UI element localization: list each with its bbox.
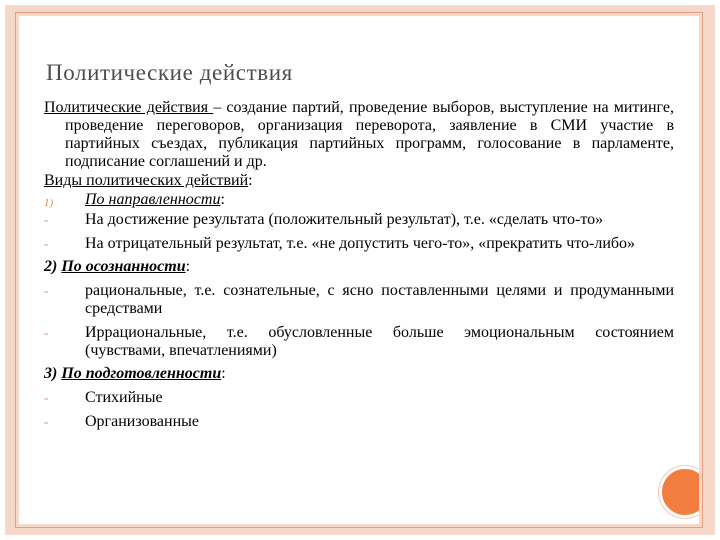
- group-3-colon: :: [221, 365, 226, 382]
- list-item: [44, 282, 674, 318]
- slide-content: [44, 99, 674, 431]
- group-3-item-1: Стихийные: [85, 389, 163, 406]
- group-3-heading: [44, 365, 674, 383]
- list-item: [44, 389, 674, 407]
- dash-bullet: -: [44, 236, 49, 251]
- dash-bullet: -: [44, 325, 49, 340]
- types-colon: :: [248, 172, 253, 189]
- group-3-item-2: Организованные: [85, 413, 199, 430]
- dash-bullet: -: [44, 212, 49, 227]
- group-2-heading: [44, 258, 674, 276]
- dash-bullet: -: [44, 283, 49, 298]
- types-label: Виды политических действий: [44, 172, 249, 189]
- list-item: [44, 324, 674, 360]
- group-3-title: По подготовленности: [61, 365, 222, 382]
- group-3-marker: 3): [44, 365, 58, 382]
- list-item: [44, 413, 674, 431]
- decorative-circle: [659, 466, 699, 518]
- definition-text: – создание партий, проведение выборов, выступление на митинге, проведение переговоров, организация переворота, заявление в СМИ участие в партийных съездах, публикация партийных программ, голосование в парламенте, подписание соглашений и др.: [65, 99, 674, 170]
- group-1-heading: [44, 191, 674, 209]
- group-2-item-2: Иррациональные, т.е. обусловленные больше эмоциональным состоянием (чувствами, впечатлениями): [85, 324, 674, 359]
- dash-bullet: -: [44, 414, 49, 429]
- group-2-title: По осознанности: [61, 258, 186, 275]
- dash-bullet: -: [44, 390, 49, 405]
- slide-title: Политические действия: [46, 60, 293, 85]
- group-1-colon: :: [220, 191, 225, 208]
- slide: [19, 16, 699, 524]
- types-heading: [44, 172, 674, 190]
- group-1-item-1: На достижение результата (положительный результат), т.е. «сделать что-то»: [85, 211, 604, 228]
- group-1-marker: 1): [44, 197, 54, 209]
- definition-paragraph: [44, 99, 674, 171]
- list-item: [44, 235, 674, 253]
- definition-term: Политические действия: [44, 99, 214, 116]
- group-2-item-1: рациональные, т.е. сознательные, с ясно поставленными целями и продуманными средствами: [85, 282, 674, 317]
- group-2-marker: 2): [44, 258, 58, 275]
- group-1-item-2: На отрицательный результат, т.е. «не допустить чего-то», «прекратить что-либо»: [85, 235, 636, 252]
- list-item: [44, 211, 674, 229]
- group-2-colon: :: [185, 258, 191, 275]
- group-1-title: По направленности: [85, 191, 221, 208]
